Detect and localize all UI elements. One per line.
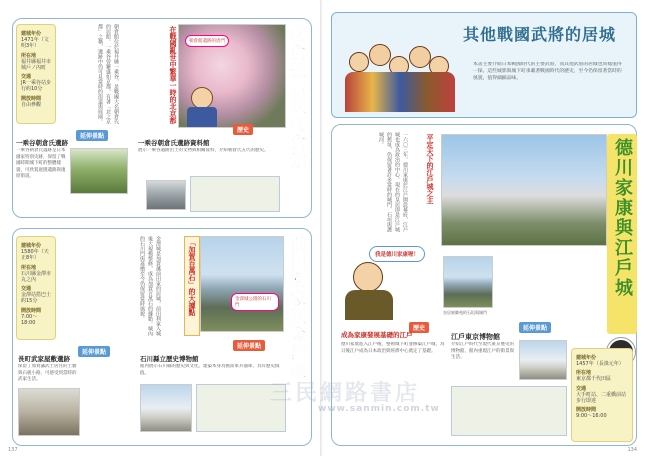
asakura-museum-photo [146, 180, 186, 210]
asakura-body-text: 朝倉館位於福井縣一乘谷，是戰國大名朝倉氏的居館。一乘谷曾繁盛如京都，有著「北之京都」之稱，遺跡中仍可見當時的街道與庭園。 [97, 24, 119, 124]
tokugawa-subtitle: 平定天下的江戶城之主 [426, 134, 434, 204]
maeda-tab-spot: 延伸景點 [78, 346, 110, 357]
asakura-spot-text: 一乘谷朝倉氏遺跡是日本國家特別史跡，保留了戰國時期城下町的整體樣貌，可欣賞庭園遺跡與復原街道。 [16, 148, 66, 180]
tokugawa-map [451, 386, 567, 436]
tokugawa-note-text: 德川家康進入江戶後，整頓城下町並修築江戶城，為日後江戶成為日本政治與經濟中心奠定了基礎。 [341, 342, 445, 354]
tokugawa-tab-history: 歷史 [409, 322, 429, 333]
tokugawa-castle-photo [441, 134, 607, 246]
asakura-character-face [191, 87, 213, 109]
watermark-text: 三民網路書店 [270, 381, 421, 406]
warlord-face-4 [409, 46, 431, 68]
maeda-museum-photo [140, 384, 192, 432]
asakura-spot-heading: 一乘谷朝倉氏遺跡 [16, 139, 68, 147]
maeda-spot-text: 保留了加賀藩武士居住的土牆與石板小路，可感受到當時的武家生活。 [18, 364, 77, 383]
tokugawa-character-face [353, 262, 383, 292]
tokugawa-museum-photo [519, 340, 567, 380]
tokugawa-info-box: 建城年份 1457年（長祿元年） 所在地 東京都千代田區 交通 大手町站、二重橋前站步行即達 開放時間 9:00～16:00 [571, 348, 633, 442]
maeda-section-title: 前田利家與金澤城 [288, 236, 307, 380]
tokugawa-body-text: 一六〇三年，德川家康於江戶開設幕府，江戶城也成為政治的中心。現在的皇居即是江戶城的舊址，仍保留著許多當時的城門、石垣與護城河。 [378, 132, 408, 232]
maeda-museum-heading: 石川縣立歷史博物館 [140, 355, 199, 363]
tokugawa-section-title: 德川家康與江戶城 [607, 134, 637, 334]
asakura-character-body [187, 107, 217, 128]
maeda-museum-text: 館內展示石川縣的歷史與文化，建築本身為舊陸軍兵器庫，具有歷史價值。 [140, 364, 280, 376]
watermark-url: www.sanmin.com.tw [318, 404, 440, 414]
asakura-spot-photo [70, 148, 128, 194]
asakura-section-title: 朝倉義景與朝倉館 [288, 26, 307, 170]
tokugawa-keep-photo [443, 256, 493, 308]
asakura-info-box: 建城年份 1471年（文明3年） 所在地 福井縣福井市城戶ノ內町 交通 JR一乘谷站步行約10分 開放時間 自由參觀 [16, 24, 56, 124]
warlord-face-2 [369, 44, 391, 66]
maeda-photo-note: 金澤城公園的石川門 [231, 293, 279, 311]
asakura-photo [178, 24, 286, 128]
right-page-title: 其他戰國武將的居城 [463, 25, 617, 44]
maeda-tab-museum: 延伸景點 [233, 340, 265, 351]
maeda-subtitle: 「加賀百萬石」的大據點 [184, 236, 200, 336]
maeda-body-text: 金澤城是加賀藩前田家的居城，前田利家入城後大規模整修，成為加賀百萬石的據點。城內的石川門與菱櫓至今仍保留當時風貌。 [139, 236, 161, 336]
warlord-face-1 [349, 52, 369, 72]
tokugawa-note-heading: 成為家康發展基礎的江戶 [341, 331, 413, 339]
asakura-tab-history: 歷史 [233, 124, 253, 135]
right-page-intro: 本書主要介紹日本戰國時代的主要武將，而其他武將的居城也同樣值得一探。這些城郭與城下町承載著戰國時代的歷史，至今仍保留著當時的風貌，值得細細品味。 [473, 62, 622, 81]
tokugawa-tab-spot: 延伸景點 [519, 322, 551, 333]
tokugawa-photo-caption: 皇居東御苑的石垣與城門 [443, 310, 487, 315]
maeda-spot-photo [18, 388, 80, 436]
tokugawa-character-body [345, 290, 393, 320]
asakura-museum-heading: 一乘谷朝倉氏遺跡資料館 [138, 139, 210, 147]
right-page-number: 134 [627, 447, 637, 453]
asakura-museum-text: 展示一乘谷遺跡出土的文物與相關資料，介紹朝倉氏五代的歷史。 [138, 148, 269, 153]
maeda-info-box: 建城年份 1580年（天正8年） 所在地 石川縣金澤市丸之內 交通 金澤站搭巴士約15分 開放時間 7:00～18:00 [16, 236, 56, 340]
asakura-subtitle: 在戰國亂世中繁華一時的北京都 [169, 26, 177, 124]
left-page-number: 137 [8, 447, 18, 453]
maeda-spot-heading: 長町武家屋敷遺跡 [18, 355, 70, 363]
asakura-map [190, 176, 280, 212]
tokugawa-museum-text: 介紹江戶時代至現代東京歷史的博物館，館內重現江戶的街景與生活。 [451, 342, 514, 361]
asakura-photo-note: 朝倉館遺跡的唐門 [185, 35, 229, 47]
tokugawa-museum-heading: 江戶東京博物館 [451, 333, 500, 341]
tokugawa-speech-bubble: 我是德川家康喔！ [369, 246, 425, 262]
warlords-bodies [345, 72, 455, 112]
maeda-photo [200, 236, 284, 332]
asakura-tab-spot: 延伸景點 [76, 130, 108, 141]
